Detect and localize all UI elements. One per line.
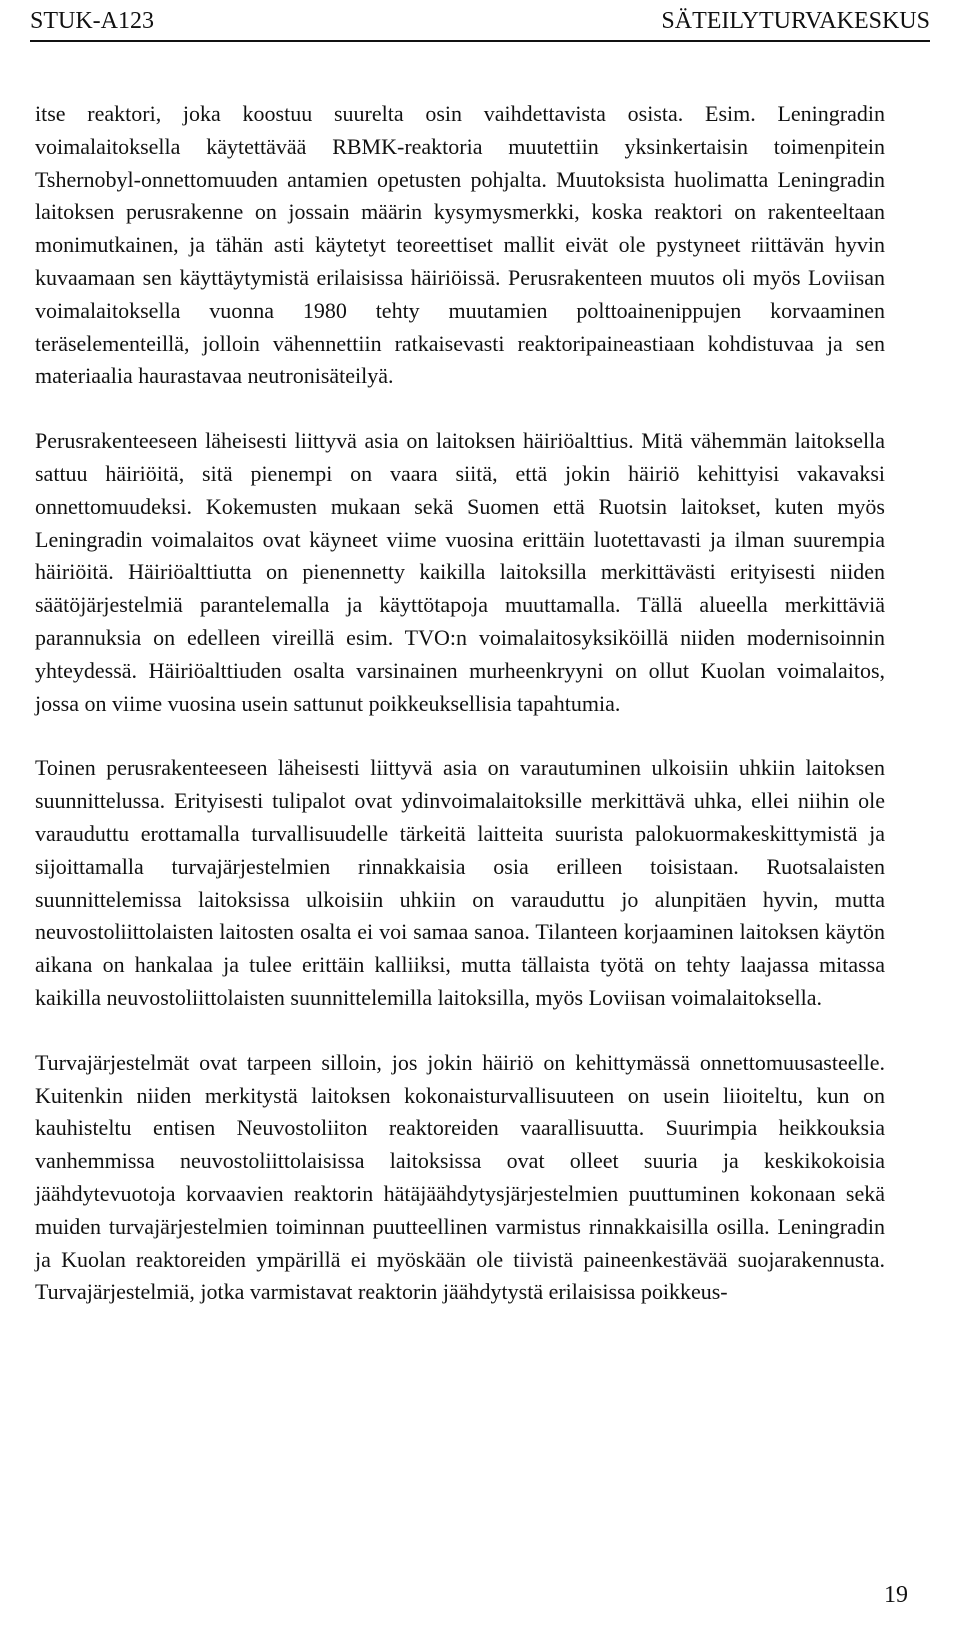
paragraph-2: Perusrakenteeseen läheisesti liittyvä asia on laitoksen häiriöalttius. Mitä vähemmän laitoksella sattuu häiriöitä, sitä pienempi on vaara siitä, että jokin häiriö kehittyisi vakavaksi onnettomuudeksi. Kokemusten mukaan sekä Suomen että Ruotsin laitokset, kuten myös Leningradin voimalaitos ovat käyneet viime vuosina erittäin luotettavasti ja ilman suurempia häiriöitä. Häiriöalttiutta on pienennetty kaikilla laitoksilla merkittävästi erityisesti niiden säätöjärjestelmiä parantelemalla ja käyttötapoja muuttamalla. Tällä alueella merkittäviä parannuksia on edelleen vireillä esim. TVO:n voimalaitosyksiköillä niiden modernisoinnin yhteydessä. Häiriöalttiuden osalta varsinainen murheenkryyni on ollut Kuolan voimalaitos, jossa on viime vuosina usein sattunut poikkeuksellisia tapahtumia. [35, 428, 885, 716]
paragraph-4: Turvajärjestelmät ovat tarpeen silloin, jos jokin häiriö on kehittymässä onnettomuusasteelle. Kuitenkin niiden merkitystä laitoksen kokonaisturvallisuuteen on usein liioiteltu, kun on kauhisteltu entisen Neuvostoliiton reaktoreiden vaarallisuutta. Suurimpia heikkouksia vanhemmissa neuvostoliittolaisissa laitoksissa ovat olleet suuria ja keskikokoisia jäähdytevuotoja korvaavien reaktorin hätäjäähdytysjärjestelmien puuttuminen kokonaan sekä muiden turvajärjestelmien toiminnan puutteellinen varmistus rinnakkaisilla osilla. Leningradin ja Kuolan reaktoreiden ympärillä ei myöskään ole tiivistä paineenkestävää suojarakennusta. Turvajärjestelmiä, jotka varmistavat reaktorin jäähdytystä erilaisissa poikkeus- [35, 1049, 885, 1305]
report-code: STUK-A123 [30, 8, 154, 34]
body-text [35, 98, 885, 1309]
publisher-name: SÄTEILYTURVAKESKUS [661, 8, 930, 34]
paragraph-3: Toinen perusrakenteeseen läheisesti liittyvä asia on varautuminen ulkoisiin uhkiin laitoksen suunnittelussa. Erityisesti tulipalot ovat ydinvoimalaitoksille merkittävä uhka, ellei niihin ole varauduttu erottamalla turvallisuudelle tärkeitä laitteita suurista palokuormakeskittymistä ja sijoittamalla turvajärjestelmien rinnakkaisia osia erilleen toisistaan. Ruotsalaisten suunnittelemissa laitoksissa ulkoisiin uhkiin on varauduttu jo alunpitäen hyvin, mutta neuvostoliittolaisten laitosten osalta ei voi samaa sanoa. Tilanteen korjaaminen laitoksen käytön aikana on hankalaa ja tulee erittäin kalliiksi, mutta tällaista työtä on tehty laajassa mitassa kaikilla neuvostoliittolaisten suunnittelemilla laitoksilla, myös Loviisan voimalaitoksella. [35, 755, 885, 1010]
page-header [30, 6, 930, 42]
page-number: 19 [884, 1582, 908, 1608]
paragraph-1: itse reaktori, joka koostuu suurelta osin vaihdettavista osista. Esim. Leningradin voimalaitoksella käytettävää RBMK-reaktoria muutettiin yksinkertaisin toimenpitein Tshernobyl-onnettomuuden antamien opetusten pohjalta. Muutoksista huolimatta Leningradin laitoksen perusrakenne on jossain määrin kysymysmerkki, koska reaktori on rakenteeltaan monimutkainen, ja tähän asti käytetyt teoreettiset mallit eivät ole pystyneet riittävän hyvin kuvaamaan sen käyttäytymistä erilaisissa häiriöissä. Perusrakenteen muutos oli myös Loviisan voimalaitoksella vuonna 1980 tehty muutamien polttoainenippujen korvaaminen teräselementeillä, jolloin vähennettiin ratkaisevasti reaktoripaineastiaan kohdistuvaa ja sen materiaalia haurastavaa neutronisäteilyä. [35, 101, 885, 389]
